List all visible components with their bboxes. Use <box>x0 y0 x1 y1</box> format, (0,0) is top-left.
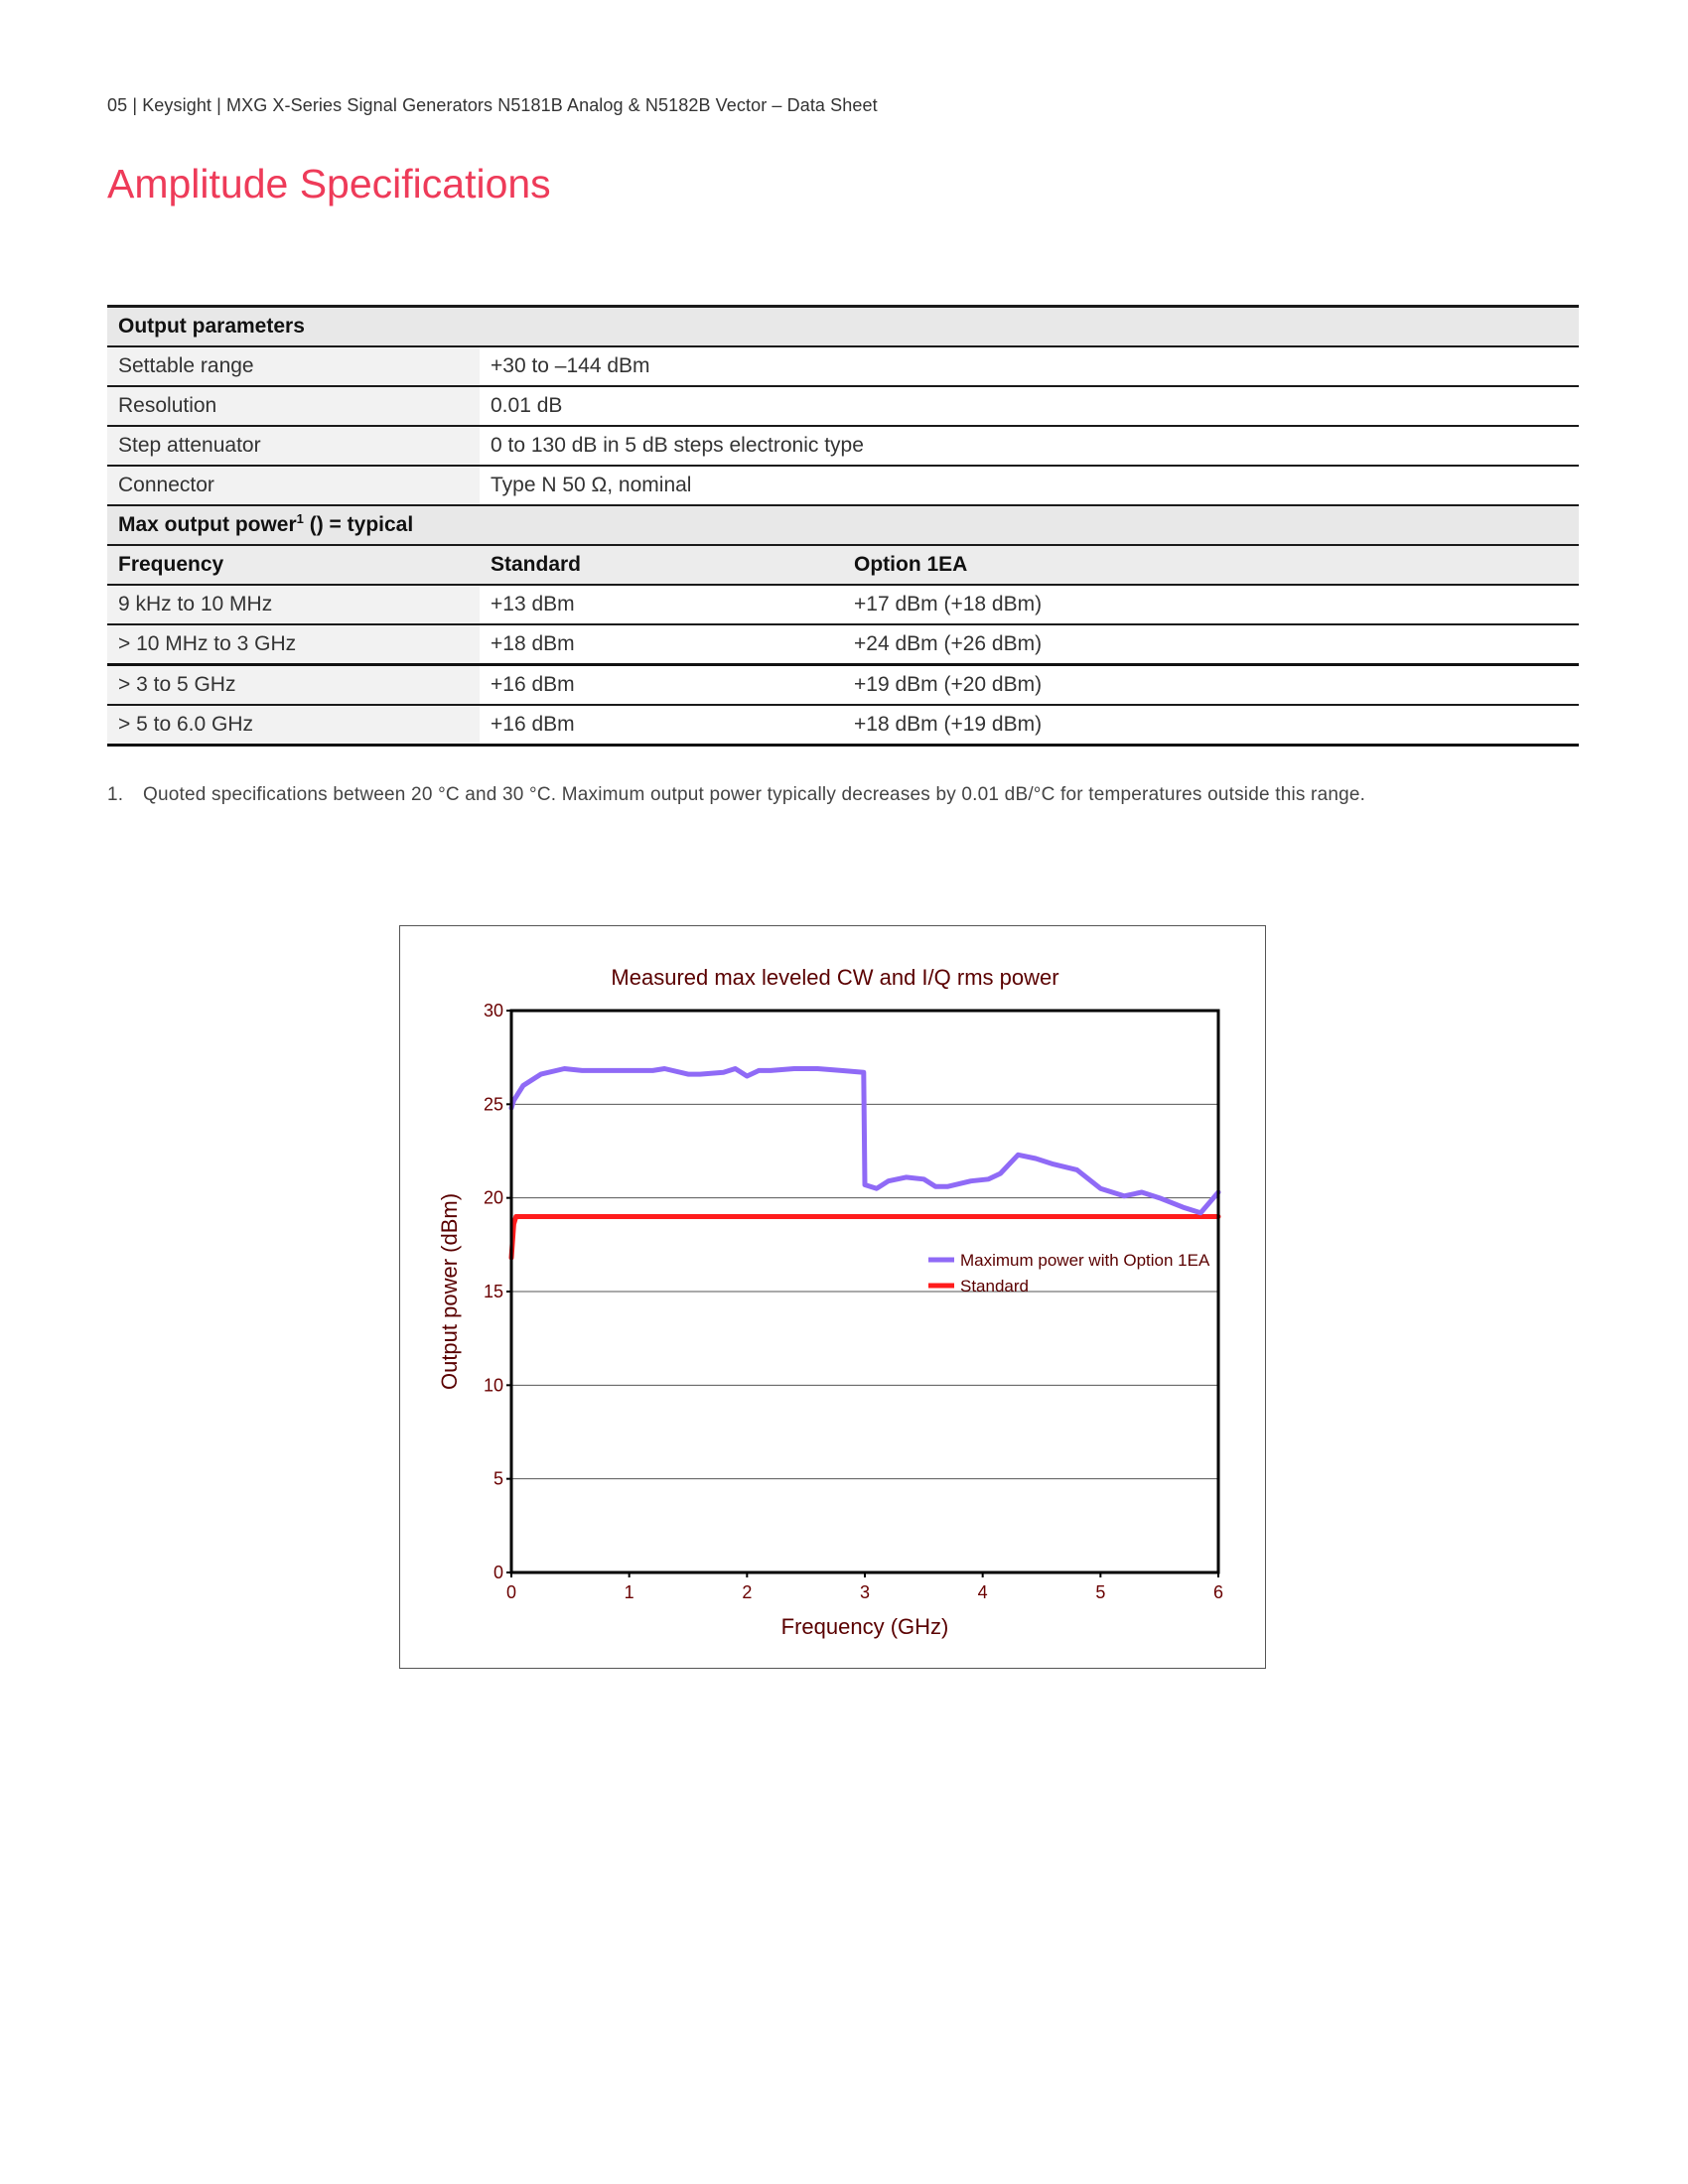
standard-cell: +16 dBm <box>480 665 843 706</box>
table-row <box>107 466 1579 505</box>
frequency-cell: 9 kHz to 10 MHz <box>107 585 480 624</box>
row-label: Resolution <box>107 386 480 426</box>
row-value: 0 to 130 dB in 5 dB steps electronic type <box>480 426 1579 466</box>
x-tick-label: 6 <box>1212 1582 1224 1602</box>
y-axis-label: Output power (dBm) <box>437 1192 462 1391</box>
row-value: 0.01 dB <box>480 386 1579 426</box>
standard-cell: +18 dBm <box>480 624 843 665</box>
row-label: Connector <box>107 466 480 505</box>
legend <box>928 1251 1210 1296</box>
row-label: Step attenuator <box>107 426 480 466</box>
option-1ea-cell: +19 dBm (+20 dBm) <box>843 665 1579 706</box>
x-tick-label: 0 <box>505 1582 517 1602</box>
series-lines <box>511 1069 1218 1259</box>
x-tick-label: 1 <box>624 1582 634 1602</box>
option-1ea-cell: +17 dBm (+18 dBm) <box>843 585 1579 624</box>
chart-title: Measured max leveled CW and I/Q rms power <box>611 965 1059 990</box>
power-chart <box>399 925 1266 1669</box>
row-value: Type N 50 Ω, nominal <box>480 466 1579 505</box>
column-header-frequency: Frequency <box>107 545 480 585</box>
table-row <box>107 624 1579 665</box>
table-row <box>107 426 1579 466</box>
y-tick-label: 5 <box>492 1468 503 1489</box>
axis-ticks <box>484 1001 1223 1602</box>
footnote <box>107 784 1365 806</box>
x-axis-label: Frequency (GHz) <box>780 1614 949 1639</box>
footnote-number: 1. <box>107 784 124 805</box>
footnote-text: Quoted specifications between 20 °C and 30 °C. Maximum output power typically decreases by 0.01 dB/°C for temperatures outside this range. <box>143 784 1366 805</box>
table-row <box>107 346 1579 386</box>
y-tick-label: 10 <box>483 1375 503 1396</box>
running-header: 05 | Keysight | MXG X-Series Signal Generators N5181B Analog & N5182B Vector – Data Sheet <box>107 95 878 115</box>
section-label-main: Max output power <box>118 513 297 536</box>
column-header-option-1ea: Option 1EA <box>843 545 1579 585</box>
section-label-output-parameters: Output parameters <box>107 307 1579 347</box>
y-tick-label: 20 <box>483 1187 503 1208</box>
table-row <box>107 386 1579 426</box>
table-row <box>107 705 1579 746</box>
table-row <box>107 585 1579 624</box>
column-header-standard: Standard <box>480 545 843 585</box>
chart-canvas <box>400 926 1267 1670</box>
series-line-option-1ea <box>511 1069 1218 1213</box>
table-section-row <box>107 307 1579 347</box>
standard-cell: +13 dBm <box>480 585 843 624</box>
y-tick-label: 0 <box>492 1563 503 1582</box>
frequency-cell: > 5 to 6.0 GHz <box>107 705 480 746</box>
y-tick-label: 30 <box>483 1001 503 1021</box>
row-label: Settable range <box>107 346 480 386</box>
standard-cell: +16 dBm <box>480 705 843 746</box>
option-1ea-cell: +18 dBm (+19 dBm) <box>843 705 1579 746</box>
section-label-tail: () = typical <box>303 513 414 536</box>
table-section-row <box>107 505 1579 545</box>
frequency-cell: > 10 MHz to 3 GHz <box>107 624 480 665</box>
x-tick-label: 2 <box>742 1582 753 1602</box>
amplitude-spec-table <box>107 305 1579 747</box>
section-label-max-output-power <box>107 505 1579 545</box>
frequency-cell: > 3 to 5 GHz <box>107 665 480 706</box>
row-value: +30 to –144 dBm <box>480 346 1579 386</box>
x-tick-label: 3 <box>859 1582 871 1602</box>
legend-label: Standard <box>960 1277 1029 1296</box>
table-row <box>107 665 1579 706</box>
option-1ea-cell: +24 dBm (+26 dBm) <box>843 624 1579 665</box>
x-tick-label: 5 <box>1095 1582 1106 1602</box>
y-tick-label: 25 <box>483 1094 503 1115</box>
legend-label: Maximum power with Option 1EA <box>960 1251 1210 1270</box>
column-header-row <box>107 545 1579 585</box>
x-tick-label: 4 <box>977 1582 988 1602</box>
page-title: Amplitude Specifications <box>107 161 551 206</box>
y-tick-label: 15 <box>483 1282 503 1301</box>
footnote-ref: 1 <box>296 511 304 526</box>
